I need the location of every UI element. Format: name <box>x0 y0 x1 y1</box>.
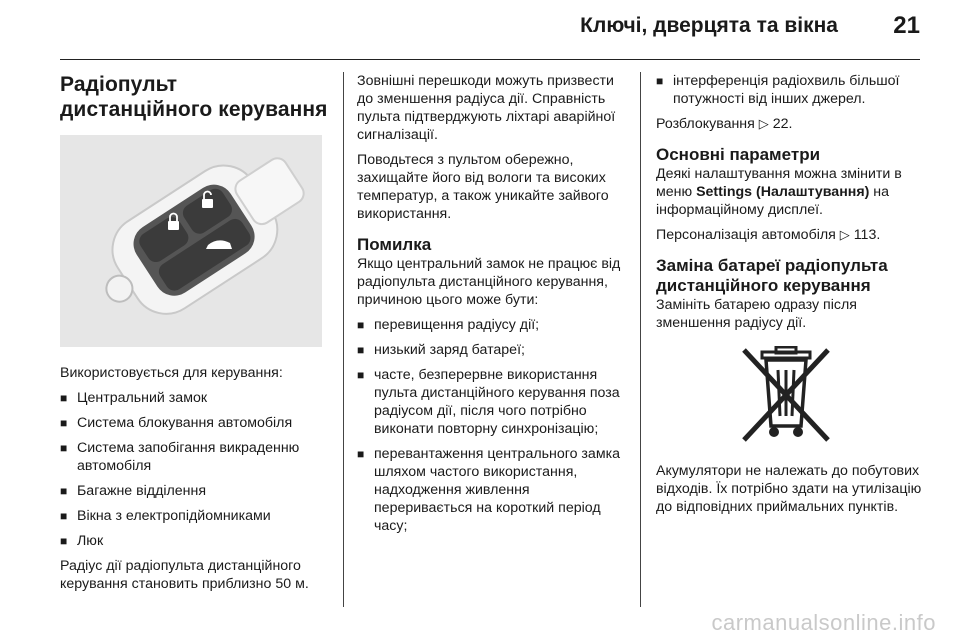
personalization-reference: Персоналізація автомобіля ▷ 113. <box>656 227 881 243</box>
column-divider-1 <box>343 72 344 607</box>
page-header <box>60 0 920 60</box>
list-item: ■ Система блокування автомобіля <box>60 414 328 432</box>
column-2 <box>357 72 629 542</box>
list-item: ■ Вікна з електропідйомниками <box>60 507 328 525</box>
list-item: ■ Багажне відділення <box>60 482 328 500</box>
battery-heading: Заміна батареї радіопульта дистанційного керування <box>656 256 888 295</box>
interference-text: Зовнішні перешкоди можуть призвести до зменшення радіуса дії. Справність пульта підтверджують ліхтарі аварійної сигналізації. <box>357 73 616 143</box>
column-1 <box>60 72 328 600</box>
settings-menu-label: Settings (Налаштування) <box>696 184 870 200</box>
crossed-bin-icon <box>736 346 836 444</box>
range-text: Радіус дії радіопульта дистанційного керування становить приблизно 50 м. <box>60 558 309 592</box>
watermark: carmanualsonline.info <box>711 610 936 635</box>
list-item: ■ Центральний замок <box>60 389 328 407</box>
battery-text: Замініть батарею одразу після зменшення радіусу дії. <box>656 297 857 331</box>
usage-intro: Використовується для керування: <box>60 365 283 381</box>
personal-ref-page: 113 <box>853 227 877 243</box>
page-number: 21 <box>893 12 920 39</box>
list-item: ■ перевантаження центрального замка шляхом частого використання, надходження живлення переривається на короткий період часу; <box>357 445 629 535</box>
header-rule <box>60 59 920 60</box>
list-item: ■ перевищення радіусу дії; <box>357 316 629 334</box>
section-heading-remote: Радіопульт дистанційного керування <box>60 73 328 121</box>
care-text: Поводьтеся з пультом обережно, захищайте його від вологи та високих температур, а також уникайте зайвого використання. <box>357 152 609 222</box>
remote-key-image <box>60 135 322 347</box>
column-3 <box>656 72 924 523</box>
basic-settings-heading: Основні параметри <box>656 145 821 164</box>
list-item: ■ низький заряд батареї; <box>357 341 629 359</box>
list-item: ■ Система запобігання викраденню автомобіля <box>60 439 328 475</box>
fault-intro: Якщо центральний замок не працює від радіопульта дистанційного керування, причиною цього може бути: <box>357 256 621 308</box>
basic-text-pre: Деякі налаштування можна змінити в меню <box>656 166 902 200</box>
personal-ref-text: Персоналізація автомобіля <box>656 227 836 243</box>
column-divider-2 <box>640 72 641 607</box>
page-ref-arrow-icon: ▷ <box>839 227 850 242</box>
page-ref-arrow-icon: ▷ <box>758 116 769 131</box>
list-item: ■ часте, безперервне використання пульта дистанційного керування поза радіусом дії, після чого потрібно виконати повторну синхронізацію; <box>357 366 629 438</box>
usage-list <box>60 389 328 550</box>
unlock-ref-page: 22 <box>772 116 789 132</box>
header-title: Ключі, дверцята та вікна <box>580 14 838 37</box>
unlock-ref-text: Розблокування <box>656 116 755 132</box>
basic-settings-text <box>656 165 924 219</box>
basic-text-post: на інформаційному дисплеї. <box>656 184 890 218</box>
fault-list <box>357 316 629 535</box>
list-item: ■ інтерференція радіохвиль більшої потужності від інших джерел. <box>656 72 924 108</box>
disposal-text: Акумулятори не належать до побутових відходів. Їх потрібно здати на утилізацію до відповідних приймальних пунктів. <box>656 463 922 515</box>
fault-list-continued <box>656 72 924 108</box>
unlock-reference: Розблокування ▷ 22. <box>656 116 793 132</box>
fault-heading: Помилка <box>357 235 432 254</box>
list-item: ■ Люк <box>60 532 328 550</box>
